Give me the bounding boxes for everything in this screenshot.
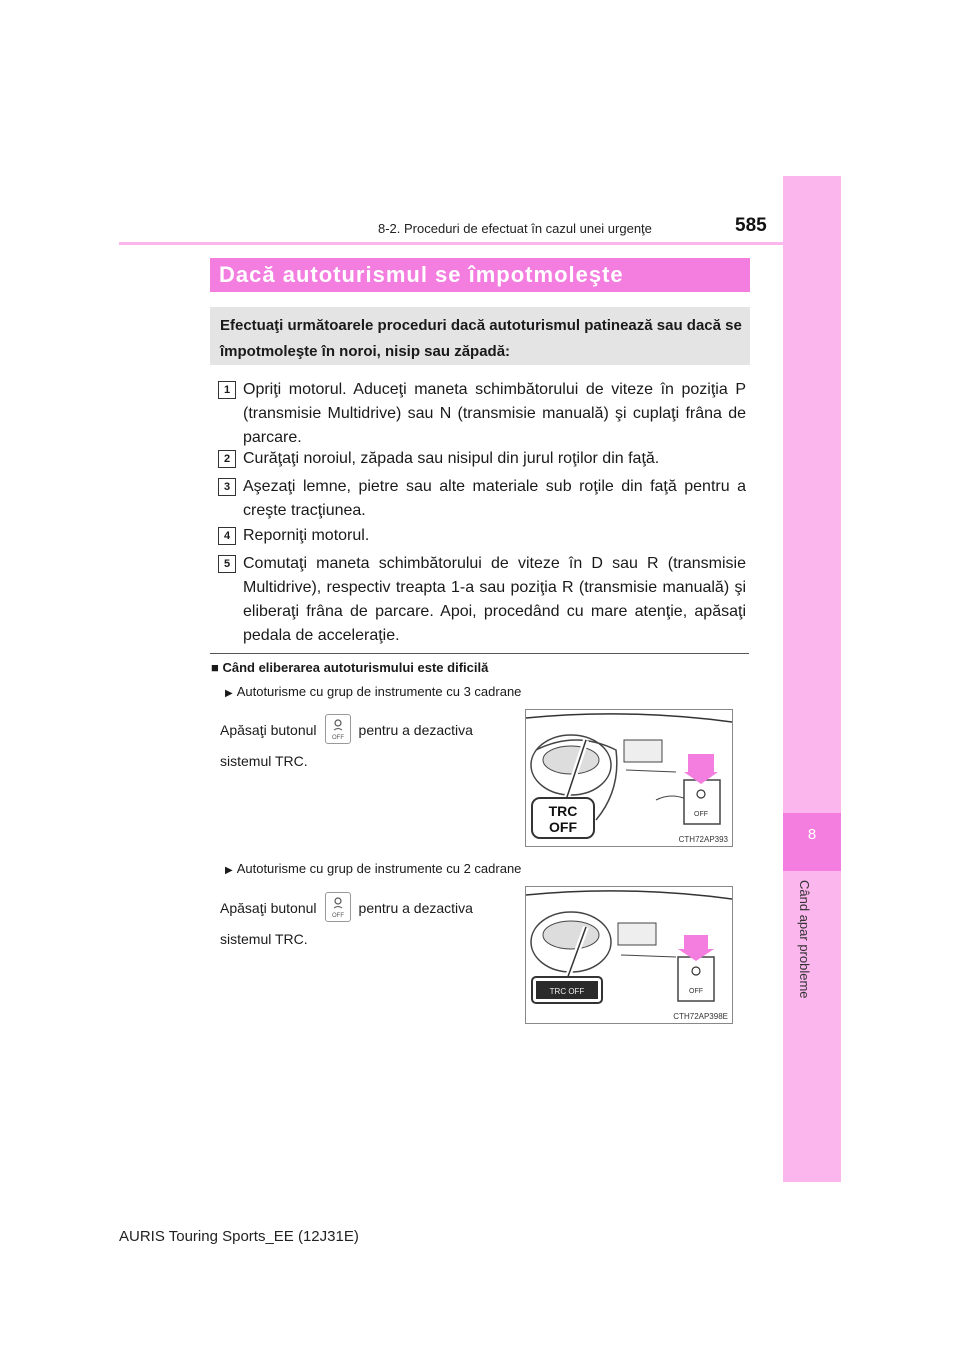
header-divider	[119, 242, 783, 245]
svg-text:TRC: TRC	[548, 803, 578, 819]
svg-text:TRC OFF: TRC OFF	[549, 987, 585, 996]
trc-off-button-icon	[325, 892, 351, 922]
figure-code: CTH72AP393	[678, 835, 728, 844]
intro-text: Efectuaţi următoarele proceduri dacă autoturismul patinează sau dacă se împotmoleşte în noroi, nisip sau zăpadă:	[220, 317, 742, 360]
note-heading: ■ Când eliberarea autoturismului este dificilă	[211, 660, 489, 675]
svg-text:OFF: OFF	[331, 735, 344, 742]
header-section-title: 8-2. Proceduri de efectuat în cazul unei urgenţe	[378, 221, 652, 236]
variant-instruction: Apăsaţi butonul OFF pentru a dezactiva sistemul TRC.	[220, 715, 510, 776]
dashboard-figure	[525, 709, 733, 847]
triangle-right-icon: ▶	[225, 865, 233, 876]
section-title: Dacă autoturismul se împotmoleşte	[219, 262, 624, 287]
step-text: Aşezaţi lemne, pietre sau alte materiale sub roţile din faţă pentru a creşte tracţiunea.	[243, 478, 746, 519]
step-text: Reporniţi motorul.	[243, 527, 370, 544]
svg-text:OFF: OFF	[694, 811, 708, 818]
step-text: Comutaţi maneta schimbătorului de viteze în D sau R (transmisie Multidrive), respectiv treapta 1-a sau poziţia R (transmisie manuală) şi eliberaţi frâna de parcare. Apoi, procedând cu mare atenţie, apăsaţi pedala de acceleraţie.	[243, 555, 746, 644]
arrow-down-icon	[688, 754, 714, 774]
page-number: 585	[735, 215, 767, 236]
chapter-sidebar	[783, 176, 841, 1182]
section-divider	[210, 653, 749, 654]
triangle-right-icon: ▶	[225, 688, 233, 699]
variant-label: ▶ Autoturisme cu grup de instrumente cu 2 cadrane	[225, 861, 522, 876]
variant-instruction: Apăsaţi butonul OFF pentru a dezactiva sistemul TRC.	[220, 893, 510, 954]
step-number: 3	[218, 478, 236, 496]
step-text: Curăţaţi noroiul, zăpada sau nisipul din jurul roţilor din faţă.	[243, 450, 660, 467]
step-number: 1	[218, 381, 236, 399]
variant-label: ▶ Autoturisme cu grup de instrumente cu 3 cadrane	[225, 684, 522, 699]
svg-text:OFF: OFF	[549, 819, 577, 835]
svg-text:OFF: OFF	[331, 913, 344, 920]
trc-off-button-icon	[325, 714, 351, 744]
chapter-number: 8	[807, 826, 817, 843]
step-text: Opriţi motorul. Aduceţi maneta schimbătorului de viteze în poziţia P (transmisie Multidrive) sau N (transmisie manuală) şi cuplaţi frâna de parcare.	[243, 381, 746, 446]
step-number: 4	[218, 527, 236, 545]
footer-model: AURIS Touring Sports_EE (12J31E)	[119, 1228, 359, 1245]
figure-code: CTH72AP398E	[673, 1012, 728, 1021]
chapter-title: Când apar probleme	[797, 880, 812, 999]
step-number: 2	[218, 450, 236, 468]
svg-text:OFF: OFF	[689, 988, 703, 995]
step-number: 5	[218, 555, 236, 573]
dashboard-figure	[525, 886, 733, 1024]
